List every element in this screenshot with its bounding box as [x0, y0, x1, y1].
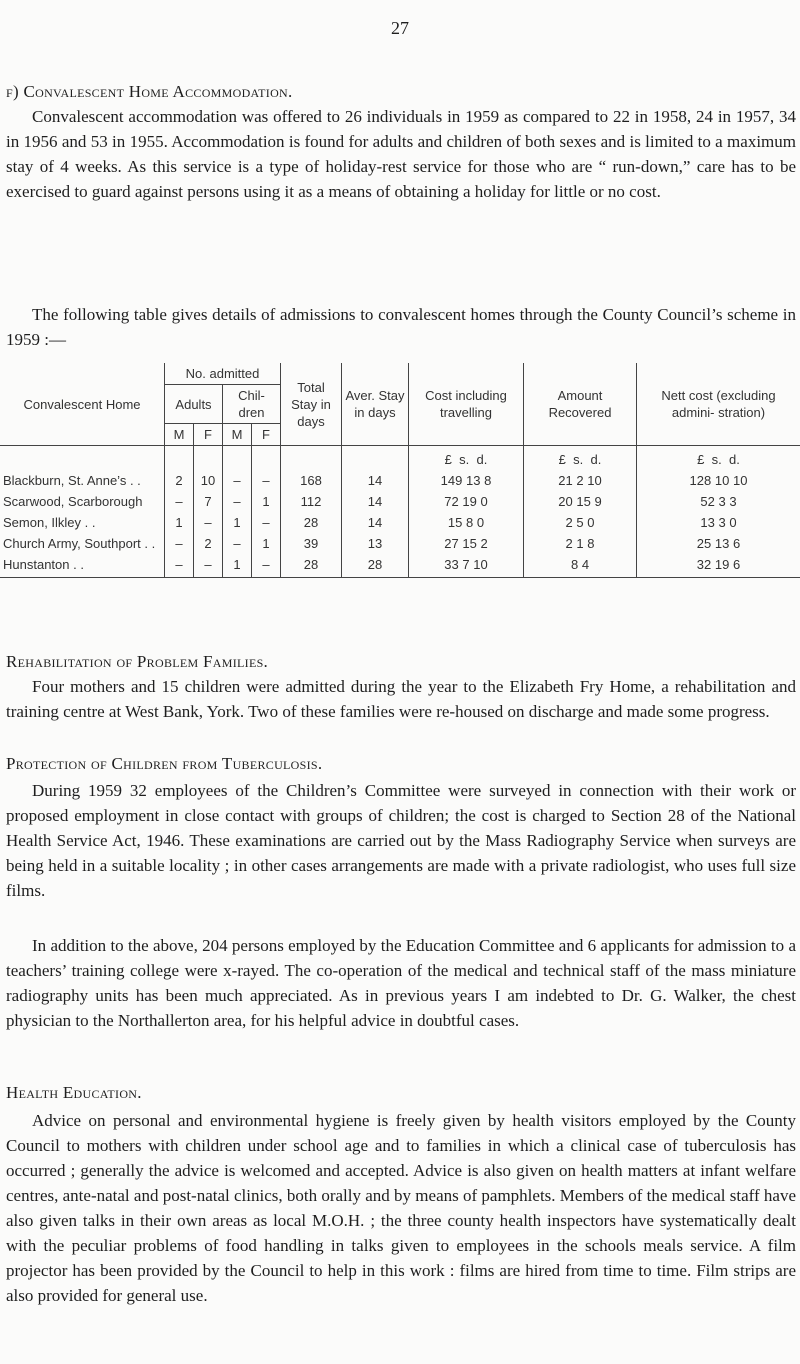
shillings: 15 — [462, 536, 477, 551]
cell-children-m: – — [223, 472, 252, 493]
pence: 3 — [729, 494, 737, 509]
table-row — [0, 472, 800, 493]
section-heading-rehabilitation: Rehabilitation of Problem Families. — [6, 652, 269, 671]
header-adults-f: F — [194, 424, 223, 446]
unit-shillings: s. — [711, 452, 722, 467]
shillings: 1 — [576, 536, 584, 551]
header-total-stay: Total Stay in days — [281, 363, 342, 446]
pence: 8 — [587, 536, 595, 551]
cell-nett — [637, 514, 800, 535]
cell-total-stay: 39 — [281, 535, 342, 556]
pence: 6 — [732, 557, 741, 572]
paragraph — [6, 302, 796, 352]
header-no-admitted: No. admitted — [165, 363, 281, 385]
cell-adults-f: – — [194, 514, 223, 535]
pounds: 128 — [689, 473, 712, 488]
pounds: 72 — [444, 494, 459, 509]
header-aver-stay: Aver. Stay in days — [342, 363, 409, 446]
cell-aver-stay: 13 — [342, 535, 409, 556]
cell-adults-m: – — [165, 556, 194, 578]
paragraph-text: During 1959 32 employees of the Children’s Committee were surveyed in connection with their work or proposed employment in close contact with groups of children; the cost is charged to Section 28 of the National Health Service Act, 1946. These examinations are carried out by the Mass Radiography Service when surveys are being held in a suitable locality ; in other cases arrangements are made with a private radiologist, who uses full size films. — [6, 781, 796, 900]
header-cost: Cost including travelling — [409, 363, 524, 446]
unit-pence: d. — [590, 452, 602, 467]
cell-children-f: – — [252, 556, 281, 578]
header-nett: Nett cost (excluding admini- stration) — [637, 363, 800, 446]
shillings: 19 — [714, 557, 730, 572]
shillings: 5 — [576, 515, 584, 530]
cell-home: Hunstanton . . — [0, 556, 165, 578]
shillings: 15 — [576, 494, 591, 509]
cell-recovered — [524, 493, 637, 514]
header-children-f: F — [252, 424, 281, 446]
cell-children-m: 1 — [223, 514, 252, 535]
cell-home: Scarwood, Scarborough — [3, 494, 143, 509]
shillings: 13 — [714, 536, 730, 551]
header-adults-m: M — [165, 424, 194, 446]
pounds: 13 — [700, 515, 715, 530]
cell-nett — [637, 472, 800, 493]
pence: 0 — [480, 494, 488, 509]
unit-pound: £ — [558, 452, 566, 467]
cell-children-f: – — [252, 472, 281, 493]
pence: 10 — [473, 557, 488, 572]
paragraph-text: The following table gives details of admissions to convalescent homes through the County Council’s scheme in 1959 :— — [6, 305, 796, 349]
cell-adults-f: 2 — [194, 535, 223, 556]
paragraph-text: Convalescent accommodation was offered to 26 individuals in 1959 as compared to 22 in 1958, 24 in 1957, 34 in 1956 and 53 in 1955. Accommodation is found for adults and children of both sexes and is limited to a maximum stay of 4 weeks. As this service is a type of holiday-rest service for those who are “ run-down,” care has to be exercised to guard against persons using it as a means of obtaining a holiday for little or no cost. — [6, 107, 796, 201]
pence: 0 — [587, 515, 595, 530]
units-row — [0, 446, 800, 473]
shillings: 8 — [466, 515, 474, 530]
paragraph — [6, 104, 796, 204]
pence: 2 — [480, 536, 488, 551]
table-row — [0, 535, 800, 556]
cell-total-stay: 168 — [281, 472, 342, 493]
shillings: 19 — [462, 494, 477, 509]
header-children-m: M — [223, 424, 252, 446]
unit-pence: d. — [476, 452, 488, 467]
cell-children-m: – — [223, 535, 252, 556]
pounds: 15 — [447, 515, 463, 530]
shillings: 7 — [462, 557, 470, 572]
table-row — [0, 514, 800, 535]
unit-pound: £ — [697, 452, 705, 467]
header-amount: Amount Recovered — [524, 363, 637, 446]
paragraph — [6, 1108, 796, 1308]
shillings: 8 — [570, 557, 579, 572]
paragraph-text: Four mothers and 15 children were admitted during the year to the Elizabeth Fry Home, a rehabilitation and training centre at West Bank, York. Two of these families were re-housed on discharge and made some progress. — [6, 677, 796, 721]
cell-aver-stay: 14 — [342, 514, 409, 535]
cell-aver-stay: 14 — [342, 472, 409, 493]
cell-adults-m: 2 — [165, 472, 194, 493]
pounds: 27 — [444, 536, 459, 551]
shillings: 2 — [576, 473, 584, 488]
header-adults: Adults — [165, 385, 223, 424]
table-row — [0, 556, 800, 578]
admissions-table — [0, 363, 800, 578]
cell-recovered — [524, 472, 637, 493]
pence: 8 — [484, 473, 492, 488]
cell-cost — [409, 514, 524, 535]
cell-total-stay: 28 — [281, 556, 342, 578]
unit-pence: d. — [728, 452, 740, 467]
shillings: 3 — [718, 494, 726, 509]
cell-recovered — [524, 556, 637, 578]
cell-home: Semon, Ilkley . . — [3, 515, 96, 530]
cell-nett — [637, 535, 800, 556]
table-row — [0, 493, 800, 514]
cell-total-stay: 112 — [281, 493, 342, 514]
cell-children-m: – — [223, 493, 252, 514]
cell-adults-f: – — [194, 556, 223, 578]
page-number: 27 — [391, 18, 409, 38]
cell-children-f: 1 — [252, 535, 281, 556]
cell-nett — [637, 556, 800, 578]
paragraph — [6, 674, 796, 724]
section-heading-tuberculosis: Protection of Children from Tuberculosis. — [6, 754, 323, 773]
cell-nett — [637, 493, 800, 514]
shillings: 3 — [718, 515, 726, 530]
cell-home: Blackburn, St. Anne’s . . — [3, 473, 141, 488]
section-heading-convalescent: f) Convalescent Home Accommodation. — [6, 82, 293, 101]
cell-children-m: 1 — [223, 556, 252, 578]
cell-adults-m: – — [165, 493, 194, 514]
cell-recovered — [524, 514, 637, 535]
cell-aver-stay: 14 — [342, 493, 409, 514]
cell-recovered — [524, 535, 637, 556]
cell-adults-f: 10 — [194, 472, 223, 493]
cell-cost — [409, 493, 524, 514]
pence: 6 — [732, 536, 741, 551]
pounds: 2 — [565, 536, 573, 551]
pounds: 20 — [558, 494, 573, 509]
pounds: 33 — [444, 557, 459, 572]
pounds: 25 — [696, 536, 712, 551]
pence: 0 — [476, 515, 485, 530]
shillings: 10 — [714, 473, 730, 488]
cell-total-stay: 28 — [281, 514, 342, 535]
pounds: 52 — [700, 494, 715, 509]
paragraph — [6, 778, 796, 903]
shillings: 13 — [466, 473, 481, 488]
pence: 4 — [581, 557, 590, 572]
cell-adults-m: – — [165, 535, 194, 556]
pounds: 21 — [558, 473, 573, 488]
cell-cost — [409, 556, 524, 578]
section-heading-health-education: Health Education. — [6, 1083, 142, 1102]
unit-shillings: s. — [573, 452, 584, 467]
paragraph — [6, 933, 796, 1033]
pence: 9 — [594, 494, 602, 509]
pounds: 32 — [696, 557, 712, 572]
cell-cost — [409, 535, 524, 556]
cell-children-f: – — [252, 514, 281, 535]
cell-adults-m: 1 — [165, 514, 194, 535]
cell-adults-f: 7 — [194, 493, 223, 514]
paragraph-text: In addition to the above, 204 persons employed by the Education Committee and 6 applicants for admission to a teachers’ training college were x-rayed. The co-operation of the medical and technical staff of the mass miniature radiography units has been much appreciated. As in previous years I am indebted to Dr. G. Walker, the chest physician to the Northallerton area, for his helpful advice in doubtful cases. — [6, 936, 796, 1030]
unit-pound: £ — [444, 452, 452, 467]
pence: 0 — [729, 515, 737, 530]
cell-cost — [409, 472, 524, 493]
pounds: 2 — [565, 515, 573, 530]
paragraph-text: Advice on personal and environmental hygiene is freely given by health visitors employed by the County Council to mothers with children under school age and to families in which a clinical case of tuberculosis has occurred ; generally the advice is welcomed and accepted. Advice is also given on health matters at infant welfare centres, ante-natal and post-natal clinics, both orally and by means of pamphlets. Members of the medical staff have also given talks in their own areas as local M.O.H. ; the three county health inspectors have systematically dealt with the peculiar problems of food handling in talks given to employees in the schools meals service. A film projector has been provided by the Council to help in this work : films are hired from time to time. Film strips are also provided for general use. — [6, 1111, 796, 1305]
header-home: Convalescent Home — [0, 363, 165, 446]
header-children: Chil- dren — [223, 385, 281, 424]
pounds: 149 — [440, 473, 463, 488]
cell-home: Church Army, Southport . . — [3, 536, 156, 551]
cell-children-f: 1 — [252, 493, 281, 514]
pence: 10 — [732, 473, 748, 488]
unit-shillings: s. — [459, 452, 470, 467]
pence: 10 — [587, 473, 602, 488]
cell-aver-stay: 28 — [342, 556, 409, 578]
